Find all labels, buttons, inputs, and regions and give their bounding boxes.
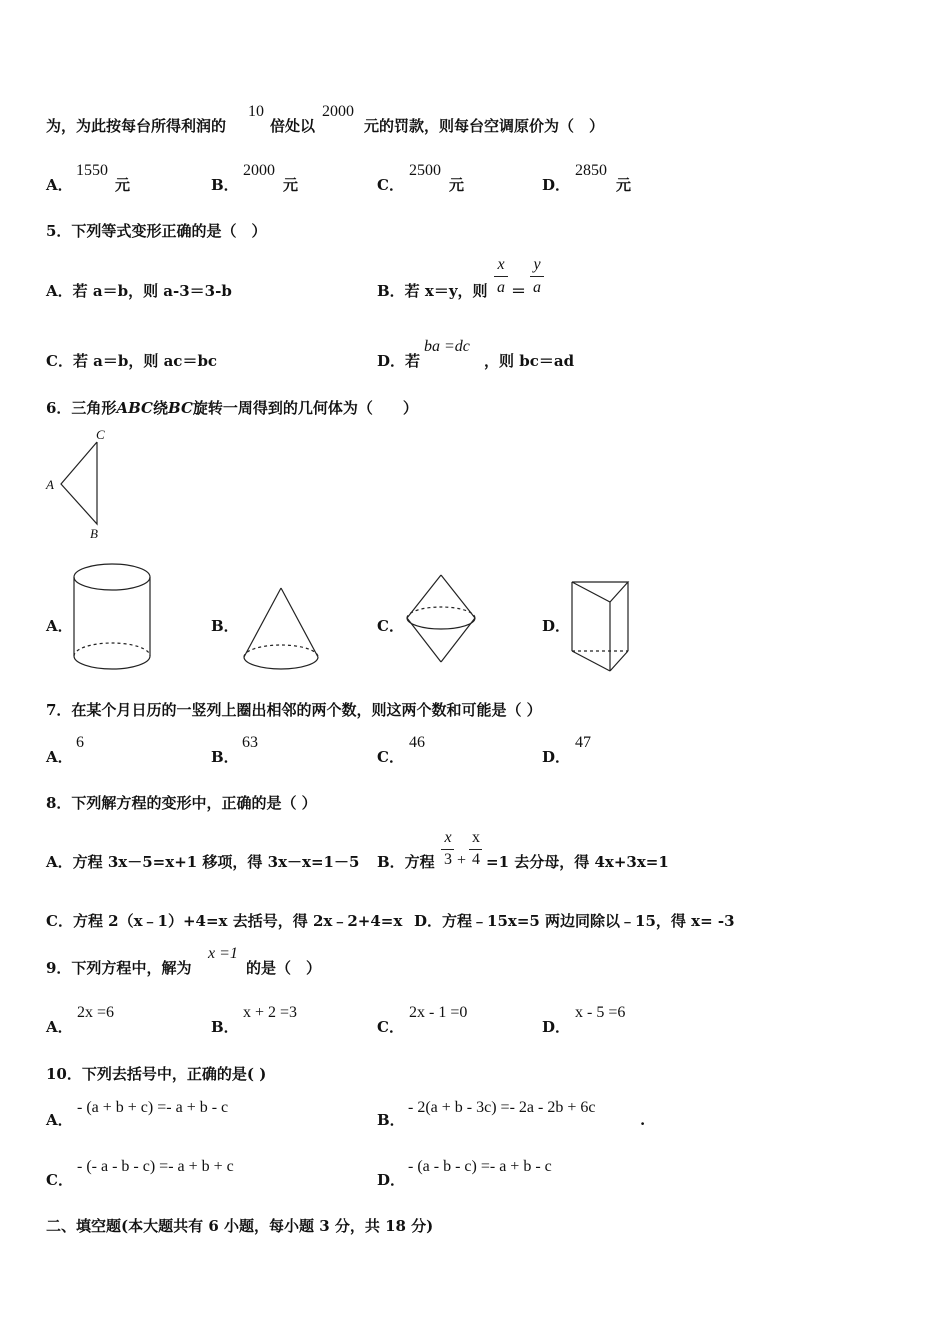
q5-option-b-text: B．若 x＝y，则 [377, 282, 488, 300]
q8-b-numerator-2: x [472, 829, 480, 846]
q8-b-plus: + [457, 852, 467, 869]
q7-option-c-label: C． [377, 748, 404, 766]
q6-stem-end: 旋转一周得到的几何体为（ ） [192, 399, 418, 417]
q10-option-a-value: - (a + b + c) =- a + b - c [77, 1099, 229, 1116]
q9-option-d-label: D． [542, 1018, 571, 1036]
cylinder-figure [72, 560, 156, 676]
q9-stem-math: x =1 [208, 945, 238, 962]
q4-option-c-value: 2500 [409, 162, 441, 179]
q5-option-d-math: ba =dc [424, 338, 470, 355]
q4-option-a-value: 1550 [76, 162, 108, 179]
q8-option-b-suffix: =1 去分母，得 4x+3x=1 [486, 853, 669, 871]
q9-option-b-value: x + 2 =3 [243, 1004, 298, 1021]
q4-option-b-value: 2000 [243, 162, 275, 179]
triangle-vertex-b: B [90, 526, 98, 541]
q9-option-c-value: 2x - 1 =0 [409, 1004, 468, 1021]
q5-b-fraction-bar-1 [494, 276, 508, 277]
q7-option-a-label: A． [46, 748, 73, 766]
q4-option-d-value: 2850 [575, 162, 607, 179]
q4-option-a-unit: 元 [115, 176, 131, 194]
q4-stem-mid: 倍处以 [270, 117, 316, 135]
q7-option-d-value: 47 [575, 734, 591, 751]
q7-option-d-label: D． [542, 748, 571, 766]
q5-b-numerator-y: y [533, 256, 541, 273]
q5-stem: 5．下列等式变形正确的是（ ） [46, 222, 267, 240]
q10-option-a-label: A． [46, 1111, 73, 1129]
q5-option-d-prefix: D．若 [377, 352, 421, 370]
q7-stem: 7．在某个月日历的一竖列上圈出相邻的两个数，则这两个数和可能是（ ） [46, 701, 542, 719]
q6-option-c-label: C． [377, 617, 404, 635]
q4-stem-suffix: 元的罚款，则每台空调原价为（ ） [364, 117, 605, 135]
q5-b-denominator-a1: a [497, 279, 505, 296]
q6-stem-bc: BC [168, 399, 193, 417]
q9-option-c-label: C． [377, 1018, 404, 1036]
q8-stem: 8．下列解方程的变形中，正确的是（ ） [46, 794, 317, 812]
q9-option-a-label: A． [46, 1018, 73, 1036]
triangle-vertex-a: A [46, 477, 54, 492]
q10-stem: 10．下列去括号中，正确的是( ) [46, 1065, 267, 1083]
q8-b-denominator-1: 3 [444, 851, 452, 868]
q4-option-d-label: D． [542, 176, 571, 194]
q10-option-b-label: B． [377, 1111, 405, 1129]
q5-b-equals: ＝ [511, 282, 527, 300]
triangular-prism-figure [568, 578, 634, 676]
q8-b-denominator-2: 4 [472, 851, 480, 868]
q8-option-c: C．方程 2（x﹣1）+4=x 去括号，得 2x﹣2+4=x [46, 912, 403, 930]
q7-option-a-value: 6 [76, 734, 84, 751]
q6-stem-mid: 绕 [152, 399, 168, 417]
q5-option-d-suffix: ，则 bc＝ad [484, 352, 575, 370]
q8-b-fraction-bar-2 [469, 849, 482, 850]
q10-option-d-value: - (a - b - c) =- a + b - c [408, 1158, 552, 1175]
q8-option-a: A．方程 3x－5=x+1 移项，得 3x－x=1－5 [46, 853, 360, 871]
q9-stem-prefix: 9．下列方程中，解为 [46, 959, 192, 977]
q6-option-d-label: D． [542, 617, 571, 635]
q4-stem-prefix: 为，为此按每台所得利润的 [46, 117, 227, 135]
q10-option-d-label: D． [377, 1171, 406, 1189]
q4-option-d-unit: 元 [616, 176, 632, 194]
q9-option-d-value: x - 5 =6 [575, 1004, 626, 1021]
q9-option-a-value: 2x =6 [77, 1004, 115, 1021]
q7-option-b-label: B． [211, 748, 239, 766]
q9-option-b-label: B． [211, 1018, 239, 1036]
q8-option-b-prefix: B．方程 [377, 853, 435, 871]
q5-b-numerator-x: x [497, 256, 505, 273]
q4-option-b-label: B． [211, 176, 239, 194]
q5-b-denominator-a2: a [533, 279, 541, 296]
q6-option-b-label: B． [211, 617, 239, 635]
q7-option-b-value: 63 [242, 734, 258, 751]
q9-stem-suffix: 的是（ ） [246, 959, 322, 977]
q10-option-b-trailing-period: . [640, 1111, 646, 1129]
double-cone-figure [404, 572, 482, 668]
q4-option-a-label: A． [46, 176, 73, 194]
q4-num2: 2000 [322, 103, 354, 120]
q10-option-c-label: C． [46, 1171, 73, 1189]
q4-option-c-unit: 元 [449, 176, 465, 194]
q10-option-c-value: - (- a - b - c) =- a + b + c [77, 1158, 234, 1175]
q4-num1: 10 [248, 103, 264, 120]
q8-option-d: D．方程﹣15x=5 两边同除以﹣15，得 x= -3 [414, 912, 735, 930]
q5-b-fraction-bar-2 [530, 276, 544, 277]
q5-option-a: A．若 a＝b，则 a-3＝3-b [46, 282, 232, 300]
cone-figure [240, 584, 324, 676]
q6-stem-num: 6．三角形 [46, 399, 117, 417]
q4-option-b-unit: 元 [283, 176, 299, 194]
q6-option-a-label: A． [46, 617, 73, 635]
section-2-heading: 二、填空题(本大题共有 6 小题，每小题 3 分，共 18 分) [46, 1217, 434, 1235]
q10-option-b-value: - 2(a + b - 3c) =- 2a - 2b + 6c [408, 1099, 596, 1116]
q7-option-c-value: 46 [409, 734, 425, 751]
q5-option-c: C．若 a＝b，则 ac＝bc [46, 352, 218, 370]
q4-option-c-label: C． [377, 176, 404, 194]
q6-stem-abc: ABC [116, 399, 153, 417]
q8-b-numerator-1: x [444, 829, 452, 846]
triangle-vertex-c: C [96, 427, 105, 442]
q6-stem [46, 398, 418, 418]
q8-b-fraction-bar-1 [441, 849, 454, 850]
